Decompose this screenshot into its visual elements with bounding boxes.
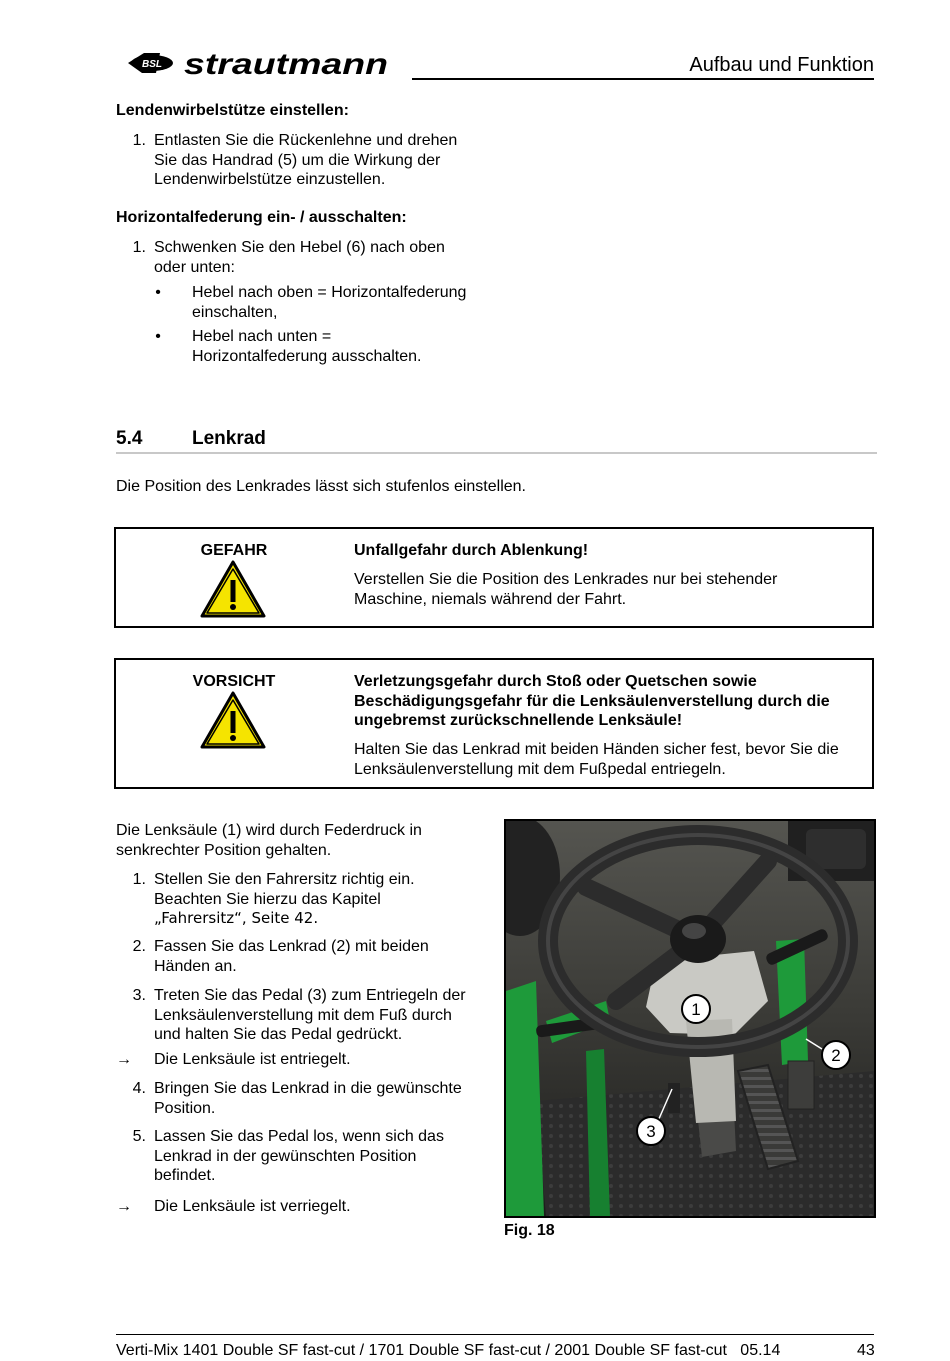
warning-triangle-icon [199,690,267,750]
caution-box [114,658,874,789]
step-number: 1. [132,871,146,888]
section-title: Lenkrad [192,428,266,449]
section-intro: Die Position des Lenkrades lässt sich stufenlos einstellen. [116,478,526,495]
logo-badge-text: BSL [142,59,162,70]
bullet: • [155,284,161,301]
chapter-reference-link[interactable]: „Fahrersitz“, Seite 42. [154,909,319,927]
strautmann-logo [128,48,390,78]
header-rule [412,78,874,80]
result-locked: Die Lenksäule ist verriegelt. [154,1198,351,1215]
horizontal-step-text: Schwenken Sie den Hebel (6) nach oben oder unten: [154,239,445,276]
callout-1 [682,995,711,1023]
logo-wordmark: strautmann [184,48,388,78]
steering-wheel-photo [504,819,876,1218]
page-number: 43 [857,1342,875,1359]
bullet-item-off: Hebel nach unten = Horizontalfederung ausschalten. [192,328,422,365]
danger-signal-word: GEFAHR [200,542,268,559]
bullet-item-on: Hebel nach oben = Horizontalfederung einschalten, [192,284,467,321]
footer-rule [116,1334,874,1335]
step-number: 3. [132,987,146,1004]
result-arrow-icon: → [116,1051,132,1068]
step-5-text: Lassen Sie das Pedal los, wenn sich das Lenkrad in der gewünschten Position befindet. [154,1128,444,1184]
step-number: 5. [132,1128,146,1145]
procedure-intro: Die Lenksäule (1) wird durch Federdruck in senkrechter Position gehalten. [116,822,422,859]
step-3-text: Treten Sie das Pedal (3) zum Entriegeln der Lenksäulenverstellung mit dem Fuß durch und halten Sie das Pedal gedrückt. [154,987,466,1043]
lumbar-step-number: 1. [132,132,146,149]
figure-caption: Fig. 18 [504,1222,555,1239]
lumbar-step-text: Entlasten Sie die Rückenlehne und drehen Sie das Handrad (5) um die Wirkung der Lendenwirbelstütze einzustellen. [154,132,458,188]
section-number: 5.4 [116,428,143,449]
caution-title: Verletzungsgefahr durch Stoß oder Quetschen sowie Beschädigungsgefahr für die Lenksäulenverstellung durch die ungebremst zurückschnellende Lenksäule! [354,673,830,729]
step-4-text: Bringen Sie das Lenkrad in die gewünschte Position. [154,1080,462,1117]
step-number: 2. [132,938,146,955]
svg-text:2: 2 [831,1046,841,1065]
danger-box [114,527,874,628]
horizontal-step-number: 1. [132,239,146,256]
step-number: 4. [132,1080,146,1097]
step-1-text: Stellen Sie den Fahrersitz richtig ein. Beachten Sie hierzu das Kapitel „Fahrersitz“, Seite 42. [154,871,415,927]
result-unlocked: Die Lenksäule ist entriegelt. [154,1051,351,1068]
horizontal-heading: Horizontalfederung ein- / ausschalten: [116,209,407,226]
footer-model-text: Verti-Mix 1401 Double SF fast-cut / 1701 Double SF fast-cut / 2001 Double SF fast-cut 05.14 [116,1342,781,1359]
svg-text:3: 3 [646,1122,656,1141]
header-section-title: Aufbau und Funktion [689,54,874,76]
danger-text: Verstellen Sie die Position des Lenkrades nur bei stehender Maschine, niemals während der Fahrt. [354,571,778,608]
caution-text: Halten Sie das Lenkrad mit beiden Händen sicher fest, bevor Sie die Lenksäulenverstellung mit dem Fußpedal entriegeln. [354,741,839,778]
warning-triangle-icon [199,559,267,619]
result-arrow-icon: → [116,1198,132,1215]
lumbar-heading: Lendenwirbelstütze einstellen: [116,102,349,119]
danger-title: Unfallgefahr durch Ablenkung! [354,542,589,559]
bullet: • [155,328,161,345]
caution-signal-word: VORSICHT [192,673,276,690]
steering-wheel-illustration [506,821,874,1216]
svg-text:1: 1 [691,1000,701,1019]
step-2-text: Fassen Sie das Lenkrad (2) mit beiden Händen an. [154,938,429,975]
section-rule [116,452,877,454]
